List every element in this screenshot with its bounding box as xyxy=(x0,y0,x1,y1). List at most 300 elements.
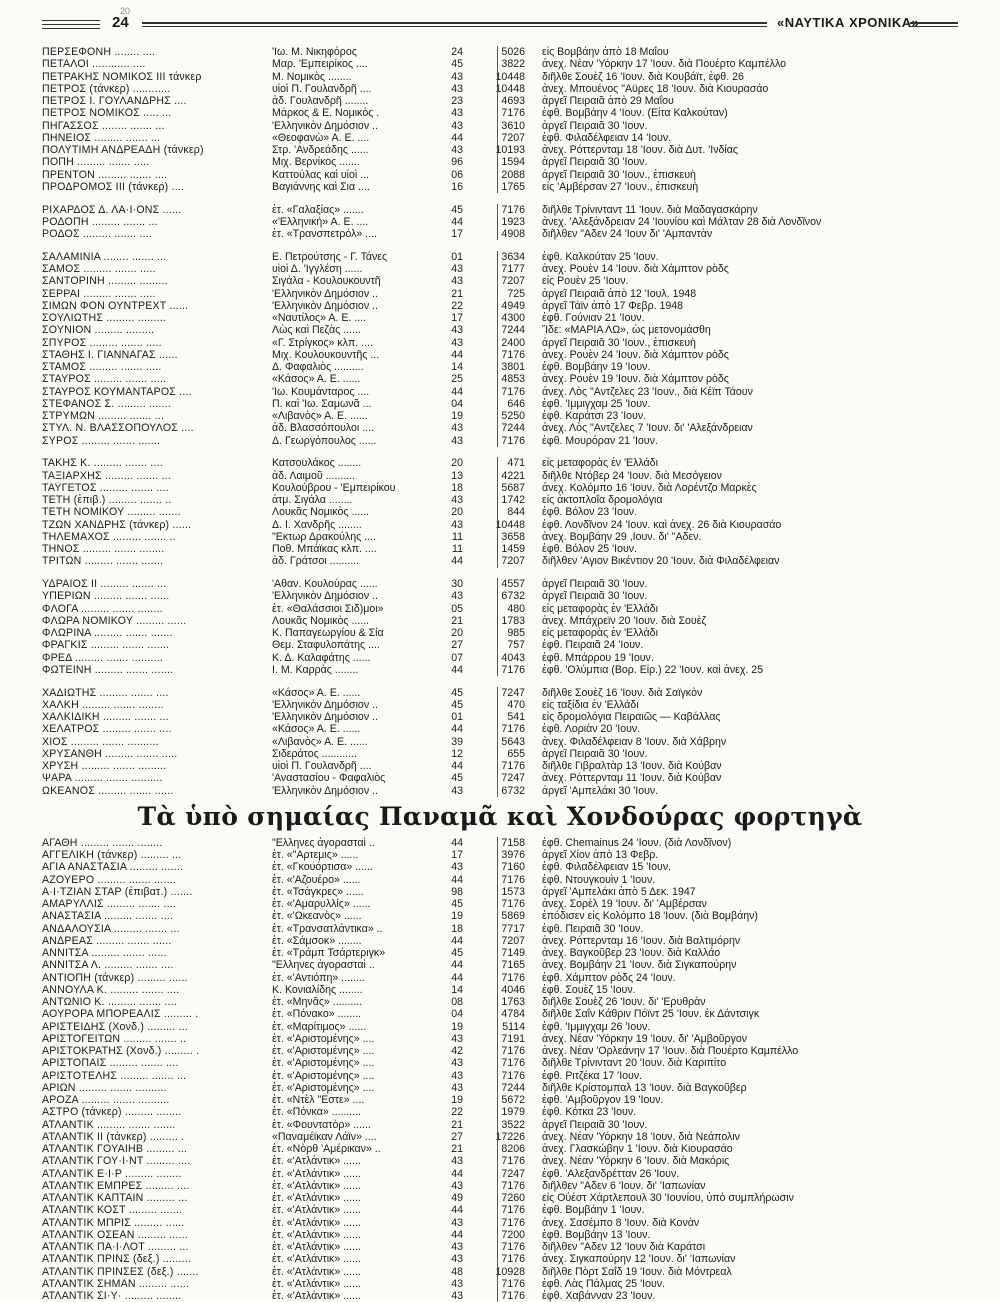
ship-tonnage: 7247 xyxy=(501,1167,525,1180)
ship-owner: Μ. Νομικὸς ........ xyxy=(272,70,352,83)
ship-owner: ἐτ. «'Ατλάντικ» ...... xyxy=(272,1265,361,1278)
ship-position: ἀργεῖ Πειραιᾶ 30 'Ιουν. xyxy=(542,578,648,590)
ship-year: 20 xyxy=(451,506,463,519)
ship-tonnage: 7207 xyxy=(501,131,525,144)
ship-name: ΑΓΓΕΛΙΚΗ (τάνκερ) ......... ... xyxy=(42,849,182,861)
ship-position: ἀργεῖ Πειραιᾶ 30 'Ιουν. xyxy=(542,590,648,603)
ship-tonnage: 7176 xyxy=(501,385,525,398)
ship-tonnage: 7176 xyxy=(501,1241,525,1253)
ship-name: ΤΕΤΗ (ἐπιβ.) ......... ....... .. xyxy=(42,494,172,506)
ship-position: ἀνεχ. Ρουὲν 14 'Ιουν. διὰ Χάμπτον ρὸδς xyxy=(542,263,729,275)
ship-name: ΩΚΕΑΝΟΣ ......... ....... ...... xyxy=(42,784,174,797)
ship-position: ἐφθ. 'Ολύμπια (Βορ. Εἰρ.) 22 'Ιουν. καὶ ἀνεχ. 25 xyxy=(542,663,764,676)
table-row xyxy=(42,361,958,373)
table-row xyxy=(42,947,958,959)
table-row xyxy=(42,410,958,422)
ship-position: διῆλθε Γιβραλτὰρ 13 'Ιουν. διὰ Κούβαν xyxy=(542,760,722,772)
ship-position: ἀνεχ. Μπάχρεϊν 20 'Ιουν. διὰ Σουὲζ xyxy=(542,614,707,627)
ship-owner: ἐτ. «Πόνκα» .......... xyxy=(272,1106,362,1119)
table-row xyxy=(42,886,958,898)
ship-position: ἀνεχ. Μπουένος "Αϋρες 18 'Ιουν. διὰ Κιουρασάο xyxy=(542,82,769,95)
ship-name: ΧΑΛΚΙΔΙΚΗ ......... ....... ... xyxy=(42,711,169,723)
ship-name: ΣΤΥΛ. Ν. ΒΛΑΣΣΟΠΟΥΛΟΣ .... xyxy=(42,422,194,435)
ship-tonnage: 3610 xyxy=(501,119,525,132)
ship-position: διῆλθε Ντόβερ 24 'Ιουν. διὰ Μεσόγειον xyxy=(542,469,722,482)
table-row xyxy=(42,664,958,676)
ship-owner: ἐτ. «Μηνᾶς» .......... xyxy=(272,996,363,1008)
ship-tonnage: 3658 xyxy=(501,530,525,543)
ship-name: ΑΝΔΡΕΑΣ ......... ....... ...... xyxy=(42,934,172,947)
header-rule xyxy=(42,20,100,21)
ship-year: 44 xyxy=(451,555,463,568)
ship-year: 22 xyxy=(451,1106,463,1119)
header-rule xyxy=(142,26,767,27)
ship-year: 20 xyxy=(451,627,463,639)
ship-name: ΤΑΞΙΑΡΧΗΣ ......... ....... ... xyxy=(42,469,171,482)
ship-owner: ἐτ. «'Αριστομένης» .... xyxy=(272,1081,375,1094)
ship-year: 43 xyxy=(451,1290,463,1302)
header-rule xyxy=(42,24,100,25)
ship-tonnage: 471 xyxy=(507,457,525,470)
ship-name: ΑΤΛΑΝΤΙΚ ΟΣΕΑΝ ......... ...... xyxy=(42,1228,188,1241)
table-row xyxy=(42,156,958,168)
table-row xyxy=(42,46,958,58)
ship-year: 13 xyxy=(451,469,463,482)
table-row xyxy=(42,711,958,723)
ship-tonnage: 1742 xyxy=(501,494,525,506)
table-row xyxy=(42,1106,958,1118)
ship-year: 12 xyxy=(451,747,463,760)
ship-tonnage: 10448 xyxy=(495,518,525,531)
table-row xyxy=(42,251,958,263)
ship-position: διῆλθε Σουὲζ 16 'Ιουν. διὰ Σαϊγκὸν xyxy=(542,686,703,699)
ship-name: ΑΤΛΑΝΤΙΚ ΜΠΡΙΣ ......... ...... xyxy=(42,1216,185,1229)
ship-tonnage: 1594 xyxy=(501,156,525,169)
ship-year: 27 xyxy=(451,1130,463,1143)
ship-name: ΤΑΚΗΣ Κ. ......... ....... .... xyxy=(42,457,163,470)
ship-owner: ἐτ. «'Αριστομένης» .... xyxy=(272,1057,375,1070)
ship-name: ΣΤΑΜΟΣ ......... ....... ..... xyxy=(42,361,162,373)
ship-name: ΦΩΤΕΙΝΗ ......... ....... ....... xyxy=(42,663,174,676)
ship-owner: Μιχ. Κουλουκουντῆς ... xyxy=(272,348,380,361)
ship-group xyxy=(42,457,958,567)
ship-year: 44 xyxy=(451,836,463,849)
table-row xyxy=(42,910,958,922)
ship-name: ΑΖΟΥΕΡΟ ......... ....... ....... xyxy=(42,873,176,886)
ship-name: ΠΕΤΡΟΣ ΝΟΜΙΚΟΣ ..... ... xyxy=(42,107,172,120)
ship-position: εἰς δρομολόγια Πειραιῶς — Καβάλλας xyxy=(542,711,721,723)
ship-tonnage: 7260 xyxy=(501,1192,525,1204)
table-row xyxy=(42,1266,958,1278)
table-row xyxy=(42,132,958,144)
table-row xyxy=(42,590,958,602)
ship-year: 42 xyxy=(451,1045,463,1057)
ship-name: ΑΤΛΑΝΤΙΚ ΠΑ·Ι·ΛΟΤ ......... ... xyxy=(42,1241,189,1253)
ship-position: εἰς ἀκτοπλοΐα δρομολόγια xyxy=(542,494,663,506)
table-row xyxy=(42,519,958,531)
ship-owner: ἐτ. «Τράμπ Τσάρτεριγκ» xyxy=(272,947,386,959)
ship-position: ἐφθ. Μπάρρου 19 'Ιουν. xyxy=(542,651,654,664)
ship-name: ΑΟΥΡΟΡΑ ΜΠΟΡΕΑΛΙΣ ......... . xyxy=(42,1008,199,1021)
ship-name: ΠΕΤΡΟΣ (τάνκερ) ............ xyxy=(42,82,171,95)
ship-year: 24 xyxy=(451,46,463,58)
ship-tonnage: 7176 xyxy=(501,971,525,984)
ship-position: ἀνεχ. Κολόμπο 16 'Ιουν. διὰ Λορέντζο Μαρκὲς xyxy=(542,481,757,494)
ship-year: 43 xyxy=(451,336,463,349)
ship-owner: ἐτ. «Ντὲλ "Εστε» .... xyxy=(272,1094,365,1106)
ship-position: διῆλθε Τρίνινταντ 20 'Ιουν. διὰ Καριπίτο xyxy=(542,1057,727,1070)
ship-name: ΨΑΡΑ ......... ....... .......... xyxy=(42,772,163,785)
ship-tonnage: 7176 xyxy=(501,898,525,910)
ship-tonnage: 10193 xyxy=(495,144,525,156)
column-divider xyxy=(497,204,498,241)
ship-position: ἀργεῖ Πειραιᾶ ἀπὸ 12 'Ιουλ. 1948 xyxy=(542,287,697,300)
table-row xyxy=(42,373,958,385)
ship-position: ἐφθ. Καλκούταν 25 'Ιουν. xyxy=(542,250,659,263)
table-row xyxy=(42,736,958,748)
ship-position: ἀνεχ. Λὸς "Αντζελες 7 'Ιουν. δι' 'Αλεξάνδρειαν xyxy=(542,422,753,435)
header-rule xyxy=(142,22,767,24)
ship-name: ΤΑΫΓΕΤΟΣ ......... ....... .... xyxy=(42,481,169,494)
ship-owner: ἐτ. «'Ωκεανὸς» ...... xyxy=(272,910,362,923)
ship-tonnage: 1979 xyxy=(501,1106,525,1119)
ship-name: ΑΝΤΩΝΙΟ Κ. ......... ....... .... xyxy=(42,996,177,1008)
ship-name: ΑΝΔΑΛΟΥΣΙΑ ......... ....... ... xyxy=(42,922,180,935)
ship-tonnage: 5114 xyxy=(502,1020,525,1033)
ship-owner: 'Ελληνικὸν Δημόσιον .. xyxy=(272,698,378,711)
ship-year: 43 xyxy=(451,1253,463,1266)
ship-year: 43 xyxy=(451,70,463,83)
ship-position: ἐφθ. Χάμπτον ρὸδς 24 'Ιουν. xyxy=(542,971,676,984)
ship-owner: Σιγάλα - Κουλουκουντῆ xyxy=(272,275,381,288)
ship-year: 43 xyxy=(451,1155,463,1168)
ship-tonnage: 4693 xyxy=(501,95,525,107)
ship-owner: ἐτ. «'Ατλάντικ» ...... xyxy=(272,1179,361,1192)
ship-owner: Π. καὶ 'Ιω. Σαμωνᾶ ... xyxy=(272,397,372,410)
ship-year: 45 xyxy=(451,947,463,959)
ship-tonnage: 10448 xyxy=(495,82,525,95)
ship-position: εἰς μεταφορὰς ἐν 'Ελλάδι xyxy=(542,627,658,639)
table-row xyxy=(42,935,958,947)
ship-owner: Κατσουλάκος ........ xyxy=(272,457,362,470)
ship-owner: «Κάσος» Α. Ε. ...... xyxy=(272,373,361,386)
ship-name: ΑΤΛΑΝΤΙΚ ΣΙ·Υ· ......... ........ xyxy=(42,1290,182,1302)
ship-position: διῆλθε Τρίνινταντ 11 'Ιουν. διὰ Μαδαγασκάρην xyxy=(542,203,758,216)
table-row xyxy=(42,1119,958,1131)
ship-owner: "Ελληνες ἀγορασταὶ .. xyxy=(272,836,375,849)
ship-position: ἀνεχ. Λὸς "Αντζελες 23 'Ιουν., διὰ Κέϊπ Τάουν xyxy=(542,385,753,398)
ship-position: ἀνεχ. Ρόττερνταμ 18 'Ιουν. διὰ Δυτ. 'Ινδίας xyxy=(542,144,738,156)
table-row xyxy=(42,1045,958,1057)
table-row xyxy=(42,349,958,361)
table-row xyxy=(42,324,958,336)
ship-year: 21 xyxy=(451,1118,463,1131)
ship-tonnage: 7177 xyxy=(501,263,525,275)
ship-name: ΑΡΙΣΤΟΚΡΑΤΗΣ (Χονδ.) ......... . xyxy=(42,1045,200,1057)
column-divider xyxy=(497,251,498,447)
ship-year: 43 xyxy=(451,119,463,132)
ship-tonnage: 7176 xyxy=(501,1045,525,1057)
ship-name: ΦΛΩΡΑ ΝΟΜΙΚΟΥ ......... ...... xyxy=(42,614,187,627)
table-row xyxy=(42,1241,958,1253)
ship-owner: υἱοὶ Δ. 'Ιγγλέση ...... xyxy=(272,263,363,275)
ship-name: ΥΠΕΡΙΩΝ ......... ....... ...... xyxy=(42,590,170,603)
ship-tonnage: 655 xyxy=(507,747,525,760)
column-divider xyxy=(497,46,498,193)
ship-position: εἰς ταξίδια ἐν 'Ελλάδι xyxy=(542,698,639,711)
ship-position: ἀργεῖ Χίον ἀπὸ 13 Φεβρ. xyxy=(542,849,659,861)
ship-owner: Μιχ. Βερνίκος ....... xyxy=(272,156,360,169)
ship-owner: ἐτ. «'Αμαρυλλίς» ...... xyxy=(272,898,371,910)
ship-owner: 'Αθαν. Κουλούρας ...... xyxy=(272,578,378,590)
ship-tonnage: 725 xyxy=(507,287,525,300)
table-row xyxy=(42,996,958,1008)
column-divider xyxy=(497,578,498,676)
ship-tonnage: 7207 xyxy=(501,275,525,288)
ship-name: ΣΠΥΡΟΣ ......... ....... ..... xyxy=(42,336,162,349)
ship-position: ἀνεχ. Νέαν 'Ορλεάνην 17 'Ιουν. διὰ Πουέρτο Καμπέλλο xyxy=(542,1045,799,1057)
ship-owner: ἐτ. «'Αντιόπη» ........ xyxy=(272,971,365,984)
ship-owner: Δ. Ι. Χανδρῆς ........ xyxy=(272,518,362,531)
table-row xyxy=(42,312,958,324)
ship-year: 19 xyxy=(451,910,463,923)
ship-name: ΧΡΥΣΑΝΘΗ ......... ....... ..... xyxy=(42,747,178,760)
ship-position: διῆλθεν 'Αγιον Βικέντιον 20 'Ιουν. διὰ Φιλαδέλφειαν xyxy=(542,555,780,568)
table-row xyxy=(42,482,958,494)
ship-name: ΤΗΛΕΜΑΧΟΣ ......... ....... .. xyxy=(42,530,176,543)
ship-position: ἐφθ. 'Ιμμιγχαμ 25 'Ιουν. xyxy=(542,397,651,410)
ship-year: 20 xyxy=(451,457,463,470)
ship-tonnage: 7176 xyxy=(501,760,525,772)
table-row xyxy=(42,398,958,410)
ship-owner: «Κάσος» Α. Ε. ...... xyxy=(272,723,361,736)
ship-year: 05 xyxy=(451,602,463,615)
ship-name: ΠΡΕΝΤΟΝ ......... ....... .... xyxy=(42,168,168,181)
ship-year: 44 xyxy=(451,959,463,972)
ship-tonnage: 5643 xyxy=(501,735,525,748)
ship-name: ΑΡΙΣΤΕΙΔΗΣ (Χονδ.) ......... ... xyxy=(42,1020,189,1033)
column-divider xyxy=(497,837,498,1302)
ship-tonnage: 7176 xyxy=(501,1253,525,1266)
table-row xyxy=(42,216,958,228)
ship-owner: ἀτμ. Σιγάλα ........ xyxy=(272,494,353,506)
ship-tonnage: 2400 xyxy=(501,336,525,349)
ship-name: ΣΕΡΡΑΙ ......... ....... ..... xyxy=(42,287,156,300)
ship-year: 43 xyxy=(451,263,463,275)
ship-name: ΑΝΝΙΤΣΑ ......... ....... ...... xyxy=(42,947,167,959)
ship-tonnage: 4908 xyxy=(501,228,525,240)
ship-name: ΤΕΤΗ ΝΟΜΙΚΟΥ ......... ....... xyxy=(42,506,181,519)
table-row xyxy=(42,772,958,784)
ship-owner: "Ελληνες ἀγορασταὶ .. xyxy=(272,959,375,972)
ship-owner: ἐτ. «'Ατλάντικ» ...... xyxy=(272,1204,361,1217)
ship-position: εἰς Ρουὲν 25 'Ιουν. xyxy=(542,275,629,288)
ship-position: ἐφθ. Λὰς Πάλμας 25 'Ιουν. xyxy=(542,1277,666,1290)
ship-position: ἐφθ. Πειραιᾶ 24 'Ιουν. xyxy=(542,639,644,652)
ship-group xyxy=(42,204,958,241)
ship-year: 43 xyxy=(451,324,463,337)
ship-owner: ἐτ. «Μαρίτιμος» ...... xyxy=(272,1020,367,1033)
ship-year: 44 xyxy=(451,723,463,736)
ship-year: 98 xyxy=(451,885,463,898)
ship-name: ΧΕΛΑΤΡΟΣ ......... ....... .... xyxy=(42,723,172,736)
ship-year: 43 xyxy=(451,82,463,95)
ship-position: διῆλθε Σουὲζ 16 'Ιουν. διὰ Κουβάϊτ, ἐφθ. 26 xyxy=(542,70,744,83)
ship-year: 43 xyxy=(451,590,463,603)
page-mark: 20 xyxy=(120,6,131,16)
ship-name: ΥΔΡΑΙΟΣ ΙΙ ......... ....... ... xyxy=(42,578,167,590)
ship-position: ἐφθ. Chemainus 24 'Ιουν. (διὰ Λονδῖνον) xyxy=(542,836,732,849)
ship-year: 11 xyxy=(452,543,463,555)
ship-owner: «Γ. Στρίγκος» κλπ. .... xyxy=(272,336,373,349)
ship-tonnage: 7176 xyxy=(501,348,525,361)
table-row xyxy=(42,435,958,447)
ship-position: διῆλθε Σουὲζ 26 'Ιουν. δι' 'Ερυθρὰν xyxy=(542,996,706,1008)
ship-name: ΑΡΙΣΤΟΤΕΛΗΣ ......... ....... ... xyxy=(42,1069,187,1082)
ship-tonnage: 7244 xyxy=(501,324,525,337)
facing-page-bleed xyxy=(976,40,1000,1230)
ship-owner: ἐτ. «'Ατλάντικ» ...... xyxy=(272,1167,361,1180)
ship-owner: ἐτ. «Τρανσπετρόλ» .... xyxy=(272,228,377,240)
ship-tonnage: 1573 xyxy=(501,885,525,898)
ship-tonnage: 1763 xyxy=(501,996,525,1008)
ship-group xyxy=(42,687,958,797)
ship-name: ΑΤΛΑΝΤΙΚ Ε·Ι·Ρ ......... ........ xyxy=(42,1167,182,1180)
table-row xyxy=(42,699,958,711)
ship-owner: 'Ιω. Κουμάνταρος .... xyxy=(272,385,370,398)
ship-name: ΑΤΛΑΝΤΙΚ ΙΙ (τάνκερ) ......... . xyxy=(42,1130,185,1143)
ship-tonnage: 7165 xyxy=(501,959,525,972)
ship-year: 44 xyxy=(451,1204,463,1217)
table-row xyxy=(42,181,958,193)
ship-year: 44 xyxy=(451,1167,463,1180)
ship-tonnage: 7176 xyxy=(501,1216,525,1229)
ship-name: ΣΟΥΛΙΩΤΗΣ ......... ......... xyxy=(42,312,167,324)
section-title: Τὰ ὑπὸ σημαίας Παναμᾶ καὶ Χονδούρας φορτηγὰ xyxy=(137,801,863,831)
ship-year: 17 xyxy=(451,849,463,861)
table-row xyxy=(42,1253,958,1265)
ship-name: ΡΙΧΑΡΔΟΣ Δ. ΛΑ·Ι·ΟΝΣ ...... xyxy=(42,203,182,216)
ship-year: 45 xyxy=(451,772,463,785)
ship-position: ἐφθ. Φιλαδέλφειαν 15 'Ιουν. xyxy=(542,861,672,874)
table-row xyxy=(42,543,958,555)
ship-year: 17 xyxy=(451,228,463,240)
ship-name: ΑΡΙΩΝ ......... ....... .......... xyxy=(42,1081,167,1094)
ship-year: 19 xyxy=(451,410,463,422)
ship-position: ἀνεχ. Ρόττερνταμ 16 'Ιουν. διὰ Βαλτιμόρην xyxy=(542,934,741,947)
ship-tonnage: 4221 xyxy=(501,469,525,482)
ship-year: 43 xyxy=(451,1241,463,1253)
ship-owner: 'Ιω. Μ. Νικηφόρος xyxy=(272,46,357,58)
ship-owner: Λουκᾶς Νομικὸς ...... xyxy=(272,614,370,627)
ship-tonnage: 5026 xyxy=(501,46,525,58)
ship-owner: ἐτ. «Θαλάσσιοι Σιδ)μοι» xyxy=(272,602,384,615)
ship-position: ἐφθ. Κότκα 23 'Ιουν. xyxy=(542,1106,637,1119)
table-row xyxy=(42,83,958,95)
ship-owner: Κουλούβρου - 'Εμπειρίκου xyxy=(272,481,396,494)
ship-owner: ἐτ. «'Ατλάντικ» ...... xyxy=(272,1253,361,1266)
ship-name: ΑΣΤΡΟ (τάνκερ) ......... ........ xyxy=(42,1106,182,1119)
ship-tonnage: 7176 xyxy=(501,663,525,676)
table-row xyxy=(42,337,958,349)
ship-name: ΣΙΜΩΝ ΦΟΝ ΟΥΝΤΡΕΧΤ ...... xyxy=(42,299,189,312)
table-row xyxy=(42,1229,958,1241)
ship-position: ἐφθ. Ντουγκουὶν 1 'Ιουν. xyxy=(542,873,656,886)
journal-title: «ΝΑΥΤΙΚΑ ΧΡΟΝΙΚΑ» xyxy=(777,15,920,30)
ship-owner: ἐτ. «'Ατλάντικ» ...... xyxy=(272,1241,361,1253)
ship-owner: ἐτ. «Τρανσατλάντικα» .. xyxy=(272,922,383,935)
ship-year: 44 xyxy=(451,760,463,772)
ship-tonnage: 844 xyxy=(507,506,525,519)
ship-position: διῆλθεν "Αδεν 6 'Ιουν. δι' 'Ιαπωνίαν xyxy=(542,1179,706,1192)
ship-owner: ἀδ. Λαιμοῦ .......... xyxy=(272,469,356,482)
ship-position: ἐφθ. Βομβάην 13 'Ιουν. xyxy=(542,1228,651,1241)
table-row xyxy=(42,578,958,590)
ship-name: ΣΑΜΟΣ ......... ....... ..... xyxy=(42,263,156,275)
ship-position: ἀνεχ. Νέαν 'Υόρκην 19 'Ιουν. δι' 'Αμβοῦργον xyxy=(542,1032,748,1045)
table-row xyxy=(42,144,958,156)
ship-owner: «Λιβανὸς» Α. Ε. ...... xyxy=(272,410,368,422)
ship-year: 43 xyxy=(451,1216,463,1229)
ship-year: 43 xyxy=(451,1069,463,1082)
table-row xyxy=(42,58,958,70)
table-row xyxy=(42,457,958,469)
ship-tonnage: 4949 xyxy=(501,299,525,312)
ship-year: 44 xyxy=(451,385,463,398)
table-row xyxy=(42,95,958,107)
ship-year: 27 xyxy=(451,639,463,652)
ship-name: ΠΟΛΥΤΙΜΗ ΑΝΔΡΕΑΔΗ (τάνκερ) xyxy=(42,144,204,156)
ship-owner: ἀδ. Γράτσοι .......... xyxy=(272,555,360,568)
ship-tonnage: 7247 xyxy=(501,686,525,699)
ship-name: ΠΗΓΑΣΣΟΣ ........ ....... ... xyxy=(42,119,165,132)
ship-name: ΧΑΔΙΩΤΗΣ ......... ....... .... xyxy=(42,686,169,699)
ship-tonnage: 7191 xyxy=(501,1032,525,1045)
ship-owner: «'Ελληνική» Α. Ε. .... xyxy=(272,215,369,228)
ship-position: ἐφθ. Βόλον 23 'Ιουν. xyxy=(542,506,638,519)
ship-group xyxy=(42,46,958,193)
ship-position: ἀργεῖ Τάϊν ἀπὸ 17 Φεβρ. 1948 xyxy=(542,299,684,312)
ship-tonnage: 5672 xyxy=(501,1094,525,1106)
ship-position: ἐφθ. Βομβάην 19 'Ιουν. xyxy=(542,361,651,373)
ship-position: ἀργεῖ Πειραιᾶ 30 'Ιουν., ἐπισκευὴ xyxy=(542,336,696,349)
ship-tonnage: 4784 xyxy=(501,1008,525,1021)
ship-year: 44 xyxy=(451,934,463,947)
ship-position: ἀνεχ. Σιγκαπούρην 12 'Ιουν. δι' 'Ιαπωνίαν xyxy=(542,1253,736,1266)
ship-owner: ἐτ. «'Ατλάντικ» ...... xyxy=(272,1155,361,1168)
ship-tonnage: 7176 xyxy=(501,1179,525,1192)
page-number: 24 xyxy=(112,14,129,31)
ship-year: 21 xyxy=(451,1143,463,1155)
table-row xyxy=(42,1180,958,1192)
table-row xyxy=(42,849,958,861)
ship-tonnage: 5250 xyxy=(501,410,525,422)
ship-year: 43 xyxy=(451,861,463,874)
ship-position: ἀργεῖ 'Αμπελάκι 30 'Ιουν. xyxy=(542,784,659,797)
ship-name: ΑΤΛΑΝΤΙΚ ΠΡΙΝΣ (δεξ.) ......... xyxy=(42,1253,191,1266)
ship-year: 43 xyxy=(451,494,463,506)
table-row xyxy=(42,1021,958,1033)
table-row xyxy=(42,263,958,275)
ship-position: ἐφθ. Γούνιαν 21 'Ιουν. xyxy=(542,312,645,324)
table-row xyxy=(42,1082,958,1094)
ship-position: ἀνεχ. Σασέμπο 8 'Ιουν. διὰ Κονὰν xyxy=(542,1216,700,1229)
ship-tonnage: 7176 xyxy=(501,107,525,120)
ship-owner: Στρ. 'Ανδρεάδης ...... xyxy=(272,144,369,156)
ship-name: ΠΕΡΣΕΦΟΝΗ ........ .... xyxy=(42,46,156,58)
table-row xyxy=(42,300,958,312)
ship-name: ΠΕΤΡΑΚΗΣ ΝΟΜΙΚΟΣ ΙΙΙ τάνκερ xyxy=(42,70,202,83)
